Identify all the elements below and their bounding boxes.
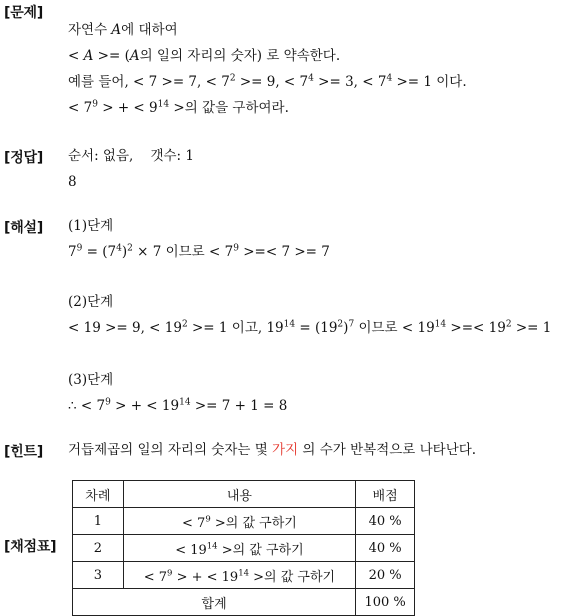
problem-line-1: 자연수 A에 대하여 — [68, 22, 178, 38]
step3-title: (3)단계 — [68, 372, 114, 388]
rubric-header-content: 내용 — [123, 481, 356, 508]
hint-highlight: 가지 — [272, 442, 299, 458]
rubric-header-no: 차례 — [73, 481, 124, 508]
rubric-row-content: < $7^9$ > + < $19^{14}$ >의 값 구하기 — [123, 562, 356, 589]
rubric-row-no: 2 — [73, 535, 124, 562]
problem-line-3: 예를 들어, < 7 >= 7, < $7^2 >= 9$, < $7^4 >= 3$, < $7^4 >= 1$ 이다. — [68, 73, 467, 90]
hint-text: 거듭제곱의 일의 자리의 숫자는 몇 가지 의 수가 반복적으로 나타난다. — [68, 442, 477, 458]
answer-meta: 순서: 없음, 갯수: 1 — [68, 148, 194, 164]
rubric-row-score: 20 % — [356, 562, 415, 589]
solution-label: [해설] — [4, 220, 44, 236]
rubric-row-score: 40 % — [356, 535, 415, 562]
problem-label: [문제] — [4, 5, 44, 21]
rubric-label: [채점표] — [4, 539, 57, 555]
step3-body: ∴ < $7^9$ > + < $19^{14} >= 7 + 1 = 8$ — [68, 397, 288, 414]
rubric-row-content: < $7^9$ >의 값 구하기 — [123, 508, 356, 535]
rubric-total-label: 합계 — [73, 589, 356, 616]
rubric-header-row — [73, 481, 415, 508]
rubric-row-score: 40 % — [356, 508, 415, 535]
answer-label: [정답] — [4, 150, 44, 166]
rubric-row-content: < $19^{14}$ >의 값 구하기 — [123, 535, 356, 562]
step1-title: (1)단계 — [68, 218, 114, 234]
step2-title: (2)단계 — [68, 294, 114, 310]
step2-body: < 19 >= 9, < $19^2 >= 1$ 이고, $19^{14} = (19^2)^7$ 이므로 < $19^{14}$ >=< $19^2 >= 1$ — [68, 319, 552, 336]
problem-line-4: < $7^9$ > + < $9^{14}$ >의 값을 구하여라. — [68, 99, 289, 116]
step1-body: $7^9 = (7^4)^2 \times 7$ 이므로 < $7^9$ >=< 7 >= 7 — [68, 243, 330, 260]
rubric-row — [73, 562, 415, 589]
problem-line-2: < A >= (A의 일의 자리의 숫자) 로 약속한다. — [68, 48, 341, 64]
rubric-total-row — [73, 589, 415, 616]
answer-value: 8 — [68, 174, 77, 190]
rubric-total-score: 100 % — [356, 589, 415, 616]
rubric-row-no: 3 — [73, 562, 124, 589]
rubric-header-score: 배점 — [356, 481, 415, 508]
rubric-row — [73, 508, 415, 535]
rubric-row — [73, 535, 415, 562]
rubric-table — [72, 480, 415, 616]
hint-label: [힌트] — [4, 444, 44, 460]
rubric-row-no: 1 — [73, 508, 124, 535]
